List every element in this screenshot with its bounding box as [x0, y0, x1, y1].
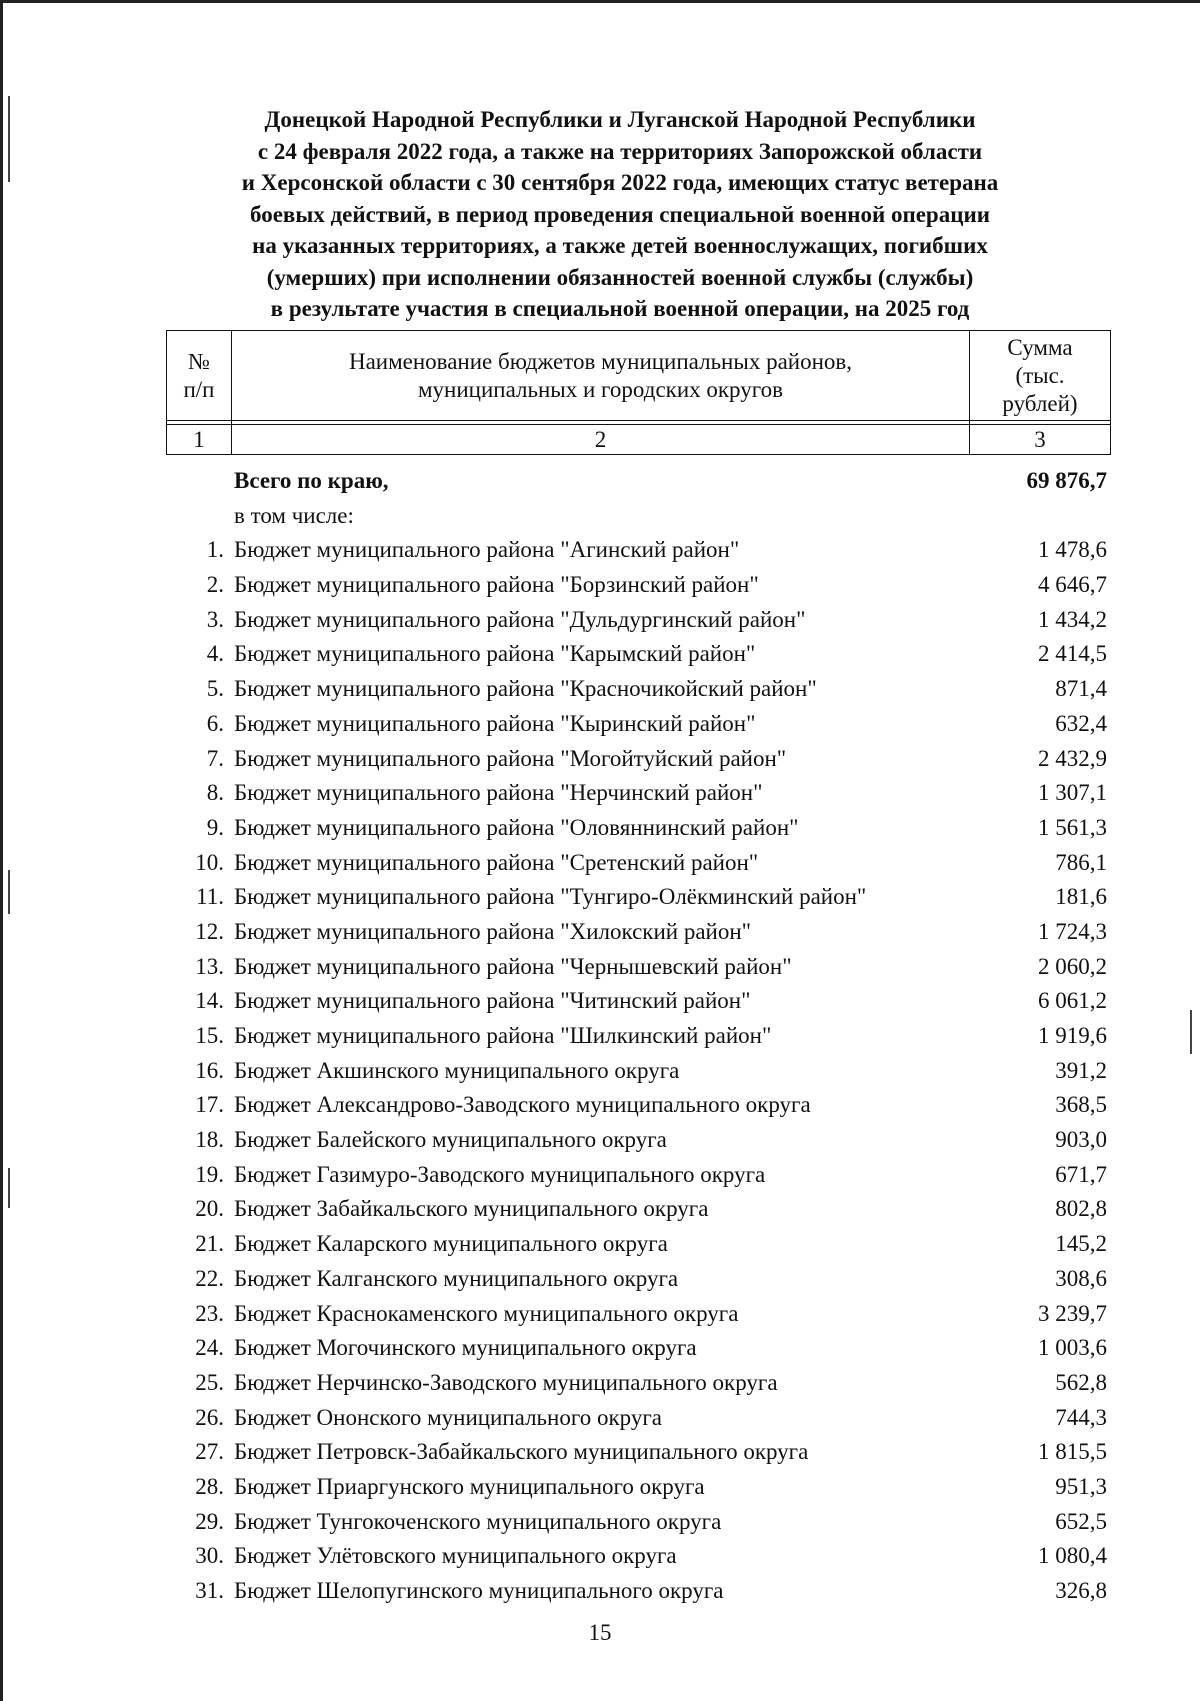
- table-row: [166, 1574, 1107, 1609]
- row-number: 27.: [195, 1439, 224, 1465]
- row-name: Бюджет Газимуро-Заводского муниципального округа: [234, 1161, 766, 1187]
- row-number: 29.: [195, 1508, 224, 1534]
- row-number: 26.: [195, 1404, 224, 1430]
- row-name: Бюджет Калганского муниципального округа: [234, 1265, 679, 1291]
- row-value: 1 478,6: [1038, 537, 1107, 563]
- table-row: [166, 1401, 1107, 1436]
- header-sum: Сумма (тыс. рублей): [970, 331, 1111, 421]
- row-name: Бюджет муниципального района "Сретенский район": [234, 849, 759, 875]
- row-value: 1 307,1: [1038, 780, 1107, 806]
- table-row: [166, 880, 1107, 915]
- row-value: 1 815,5: [1038, 1439, 1107, 1465]
- heading-line: и Херсонской области с 30 сентября 2022 года, имеющих статус ветерана: [241, 170, 999, 195]
- row-value: 1 434,2: [1038, 606, 1107, 632]
- row-value: 903,0: [1055, 1127, 1107, 1153]
- row-value: 3 239,7: [1038, 1300, 1107, 1326]
- row-name: Бюджет муниципального района "Красночикойский район": [234, 676, 817, 702]
- scan-artifact: [8, 96, 10, 182]
- row-number: 5.: [206, 676, 224, 702]
- row-value: 951,3: [1055, 1473, 1107, 1499]
- row-number: 10.: [195, 849, 224, 875]
- row-name: Бюджет муниципального района "Борзинский район": [234, 572, 759, 598]
- row-value: 181,6: [1055, 884, 1107, 910]
- table-row: [166, 1019, 1107, 1054]
- row-name: Бюджет муниципального района "Нерчинский район": [234, 780, 763, 806]
- row-name: Бюджет Каларского муниципального округа: [234, 1231, 668, 1257]
- row-value: 671,7: [1055, 1161, 1107, 1187]
- row-name: Бюджет муниципального района "Читинский район": [234, 988, 751, 1014]
- row-number: 19.: [195, 1161, 224, 1187]
- scan-artifact: [8, 1168, 10, 1208]
- table-row: [166, 707, 1107, 742]
- row-name: Бюджет Могочинского муниципального округа: [234, 1335, 697, 1361]
- table-row: [166, 1297, 1107, 1332]
- row-value: 802,8: [1055, 1196, 1107, 1222]
- row-name: Бюджет муниципального района "Хилокский район": [234, 918, 752, 944]
- table-row: [166, 1192, 1107, 1227]
- row-number: 31.: [195, 1578, 224, 1603]
- table-row: [166, 1262, 1107, 1297]
- row-value: 145,2: [1055, 1231, 1107, 1257]
- row-number: 14.: [195, 988, 224, 1014]
- table-header: [166, 330, 1111, 455]
- row-name: Бюджет Улётовского муниципального округа: [234, 1543, 677, 1569]
- row-value: 786,1: [1055, 849, 1107, 875]
- column-number-3: 3: [970, 425, 1111, 455]
- row-name: Бюджет муниципального района "Агинский район": [234, 537, 740, 563]
- table-row: [166, 915, 1107, 950]
- row-number: 15.: [195, 1023, 224, 1048]
- row-number: 21.: [195, 1231, 224, 1257]
- row-value: 744,3: [1055, 1404, 1107, 1430]
- row-number: 17.: [195, 1092, 224, 1118]
- row-number: 6.: [206, 710, 224, 736]
- row-number: 16.: [195, 1057, 224, 1083]
- row-value: 2 432,9: [1038, 745, 1107, 771]
- table-row: [166, 603, 1107, 638]
- row-name: Бюджет муниципального района "Тунгиро-Олёкминский район": [234, 884, 867, 910]
- row-number: 4.: [206, 641, 224, 667]
- row-number: 28.: [195, 1473, 224, 1499]
- subtotal-label: в том числе:: [234, 502, 354, 528]
- scan-edge-left: [0, 0, 3, 1701]
- heading-line: (умерших) при исполнении обязанностей военной службы (службы): [266, 264, 974, 290]
- header-name: Наименование бюджетов муниципальных районов, муниципальных и городских округов: [232, 331, 970, 421]
- row-name: Бюджет Краснокаменского муниципального округа: [234, 1300, 739, 1326]
- column-number-2: 2: [232, 425, 970, 455]
- row-number: 7.: [206, 745, 224, 771]
- table-row: [166, 1158, 1107, 1193]
- row-number: 23.: [195, 1300, 224, 1326]
- row-number: 11.: [196, 884, 224, 910]
- row-number: 30.: [195, 1543, 224, 1569]
- scan-artifact: [8, 870, 10, 914]
- table-row: [166, 1470, 1107, 1505]
- row-name: Бюджет муниципального района "Чернышевский район": [234, 953, 792, 979]
- row-value: 1 724,3: [1038, 918, 1107, 944]
- row-value: 1 561,3: [1038, 814, 1107, 840]
- table-row: [166, 637, 1107, 672]
- row-name: Бюджет Акшинского муниципального округа: [234, 1057, 680, 1083]
- row-name: Бюджет Балейского муниципального округа: [234, 1127, 667, 1153]
- row-value: 632,4: [1055, 710, 1107, 736]
- row-number: 1.: [206, 537, 224, 563]
- row-name: Бюджет Приаргунского муниципального округа: [234, 1473, 705, 1499]
- heading-line: в результате участия в специальной военной операции, на 2025 год: [270, 296, 970, 321]
- row-number: 20.: [195, 1196, 224, 1222]
- row-name: Бюджет муниципального района "Оловяннинский район": [234, 814, 799, 840]
- row-name: Бюджет Шелопугинского муниципального округа: [234, 1578, 724, 1603]
- table-row: [166, 1505, 1107, 1540]
- table-row: [166, 672, 1107, 707]
- row-name: Бюджет муниципального района "Кыринский район": [234, 710, 756, 736]
- column-number-1: 1: [167, 425, 232, 455]
- row-name: Бюджет Ононского муниципального округа: [234, 1404, 662, 1430]
- row-value: 4 646,7: [1038, 572, 1107, 598]
- subtotal-row: [166, 499, 1107, 534]
- heading-line: Донецкой Народной Республики и Луганской Народной Республики: [264, 107, 976, 132]
- page-number: 15: [588, 1620, 612, 1645]
- row-number: 3.: [206, 606, 224, 632]
- row-value: 1 919,6: [1038, 1023, 1107, 1048]
- row-name: Бюджет муниципального района "Карымский район": [234, 641, 756, 667]
- heading-line: с 24 февраля 2022 года, а также на территориях Запорожской области: [257, 138, 983, 164]
- row-name: Бюджет муниципального района "Дульдургинский район": [234, 606, 806, 632]
- row-value: 652,5: [1055, 1508, 1107, 1534]
- table-row: [166, 1331, 1107, 1366]
- row-value: 871,4: [1055, 676, 1107, 702]
- scan-edge-top: [0, 0, 1200, 3]
- row-value: 2 414,5: [1038, 641, 1107, 667]
- row-value: 326,8: [1055, 1578, 1107, 1603]
- row-name: Бюджет Нерчинско-Заводского муниципального округа: [234, 1369, 778, 1395]
- table-row: [166, 1366, 1107, 1401]
- table-row: [166, 950, 1107, 985]
- total-row: [166, 464, 1107, 499]
- table-row: [166, 1054, 1107, 1089]
- row-number: 22.: [195, 1265, 224, 1291]
- row-name: Бюджет Тунгокоченского муниципального округа: [234, 1508, 722, 1534]
- total-label: Всего по краю,: [234, 468, 389, 493]
- row-number: 12.: [195, 918, 224, 944]
- row-number: 8.: [206, 780, 224, 806]
- heading-line: боевых действий, в период проведения специальной военной операции: [250, 201, 990, 227]
- table-row: [166, 811, 1107, 846]
- table-row: [166, 533, 1107, 568]
- row-name: Бюджет Петровск-Забайкальского муниципального округа: [234, 1439, 809, 1465]
- table-row: [166, 1123, 1107, 1158]
- row-number: 9.: [206, 814, 224, 840]
- table-row: [166, 776, 1107, 811]
- row-number: 25.: [195, 1369, 224, 1395]
- row-number: 18.: [195, 1127, 224, 1153]
- document-heading: [150, 104, 1090, 325]
- row-value: 368,5: [1055, 1092, 1107, 1118]
- row-value: 308,6: [1055, 1265, 1107, 1291]
- heading-line: на указанных территориях, а также детей военнослужащих, погибших: [252, 233, 988, 258]
- table-row: [166, 1539, 1107, 1574]
- row-value: 6 061,2: [1038, 988, 1107, 1014]
- row-number: 2.: [206, 572, 224, 598]
- table-row: [166, 1088, 1107, 1123]
- total-value: 69 876,7: [1026, 468, 1107, 493]
- row-name: Бюджет Забайкальского муниципального округа: [234, 1196, 709, 1222]
- row-value: 1 080,4: [1038, 1543, 1107, 1569]
- table-row: [166, 1435, 1107, 1470]
- row-name: Бюджет муниципального района "Могойтуйский район": [234, 745, 787, 771]
- row-value: 391,2: [1055, 1057, 1107, 1083]
- table-row: [166, 568, 1107, 603]
- scan-artifact: [1190, 1010, 1192, 1054]
- header-num: № п/п: [167, 331, 232, 421]
- row-number: 13.: [195, 953, 224, 979]
- row-value: 562,8: [1055, 1369, 1107, 1395]
- table-body: [166, 464, 1107, 1609]
- row-name: Бюджет муниципального района "Шилкинский район": [234, 1023, 772, 1048]
- row-value: 2 060,2: [1038, 953, 1107, 979]
- table-row: [166, 742, 1107, 777]
- row-value: 1 003,6: [1038, 1335, 1107, 1361]
- table-row: [166, 846, 1107, 881]
- row-name: Бюджет Александрово-Заводского муниципального округа: [234, 1092, 811, 1118]
- table-row: [166, 984, 1107, 1019]
- row-number: 24.: [195, 1335, 224, 1361]
- table-row: [166, 1227, 1107, 1262]
